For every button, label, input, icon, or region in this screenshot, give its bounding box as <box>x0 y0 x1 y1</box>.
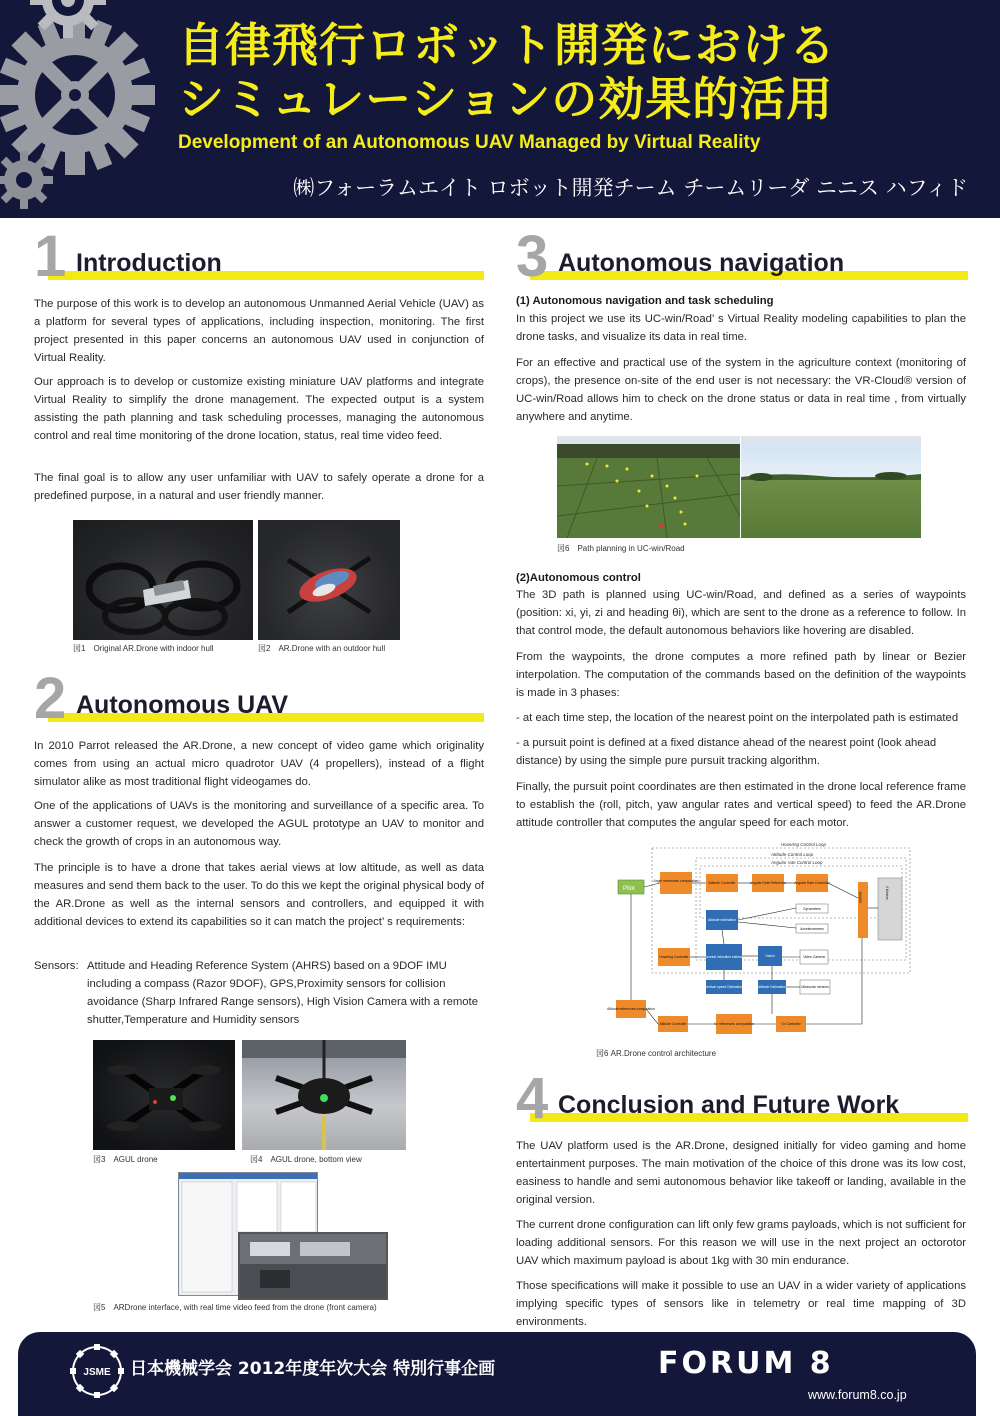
video-feed <box>238 1232 388 1300</box>
jsme-logo-text: JSME <box>83 1367 111 1378</box>
paragraph: The final goal is to allow any user unfamiliar with UAV to safely operate a drone for a predefined purpose, in a natural and user friendly manner. <box>34 472 484 502</box>
diagram-block: Vertical speed Estimation <box>704 985 744 989</box>
conference-text: 日本機械学会 2012年度年次大会 特別行事企画 <box>130 1359 496 1379</box>
subsection-title: (2)Autonomous control <box>516 572 641 584</box>
paragraph: In this project we use its UC-win/Road’ s Virtual Reality modeling capabilities to plan the drone tasks, and visualize its data in real time. <box>516 313 966 343</box>
sensors-label: Sensors: <box>34 960 79 972</box>
diagram-block: Gyrometers <box>803 907 821 911</box>
control-architecture-diagram <box>596 838 916 1043</box>
section-title: Autonomous UAV <box>76 691 289 719</box>
title-line-2: シミュレーションの効果的活用 <box>178 72 834 126</box>
motors-block: 4 Motors <box>885 886 889 900</box>
diagram-block: Ultrasonic sensors <box>801 985 829 989</box>
section-2-heading <box>34 666 484 731</box>
section-4-heading <box>516 1066 968 1131</box>
diagram-block: Vision <box>765 954 775 958</box>
paragraph: Those specifications will make it possible to use an UAV in a wider variety of applications implying specific types of sensors like in telemetry or real time mapping of 3D environments. <box>516 1280 966 1328</box>
paragraph: The UAV platform used is the AR.Drone, designed initially for video gaming and home entertainment purposes. The main motivation of the choice of this drone was its low cost, easiness to handle and semi autonomous behavior like takeoff or landing, available in the original version. <box>516 1140 966 1206</box>
section-number: 4 <box>516 1066 549 1131</box>
title-line-1: 自律飛行ロボット開発における <box>178 18 836 72</box>
photo-ardrone-outdoor <box>258 520 400 640</box>
page-title <box>178 18 988 126</box>
website-link[interactable]: www.forum8.co.jp <box>808 1388 907 1402</box>
diagram-block: Vz Controller <box>781 1022 801 1026</box>
section-number: 2 <box>34 666 67 731</box>
paragraph: The principle is to have a drone that takes aerial views at low altitude, as well as data measures and send them back to the user. To do this we kept the original physical body of the AR.Drone as well as the internal sensors and controllers, and equipped it with additional devices to extend its capabilities so it can match the project’ s requirements: <box>34 862 484 928</box>
paragraph: The purpose of this work is to develop an autonomous Unmanned Aerial Vehicle (UAV) as a platform for several types of applications, including inspection, monitoring. The first project presented in this paper concerns an autonomous UAV used in conjunction of Virtual Reality. <box>34 298 484 364</box>
diagram-block: Horizontal velocities estimation <box>700 955 748 959</box>
paragraph: One of the applications of UAVs is the monitoring and surveillance of a specific area. To answer a customer request, we developed the AGUL prototype an UAV to monitor and check the growth of crops in an autonomous way. <box>34 800 484 848</box>
section-number: 3 <box>516 224 549 289</box>
paragraph: The current drone configuration can lift only few grams payloads, which is not sufficient for loading additional sensors. For this reason we will use in the next project an octorotor UAV which maximum payload is about 1kg with 30 min endurance. <box>516 1219 967 1267</box>
jsme-logo <box>70 1344 124 1398</box>
diagram-block: Vz references computation <box>713 1022 755 1026</box>
list-item: - a pursuit point is defined at a fixed distance ahead of the nearest point (look ahead distance) by using the simple pure pursuit tracking algorithm. <box>516 737 937 767</box>
subsection-title: (1) Autonomous navigation and task scheduling <box>516 295 774 307</box>
diagram-block: Attitude estimation <box>708 918 736 922</box>
poster-footer <box>18 1332 976 1416</box>
figure-caption: 図4 AGUL drone, bottom view <box>250 1155 362 1164</box>
paragraph: In 2010 Parrot released the AR.Drone, a new concept of video game which originality comes from using an actual micro quadrotor UAV (4 propellers), instead of a flight simulator alike as most traditional flight videogames do. <box>34 740 484 788</box>
diagram-block: Altitude Controller <box>659 1022 687 1026</box>
paragraph: Finally, the pursuit point coordinates are then estimated in the drone local reference frame to establish the (roll, pitch, yaw angular rates and vertical speed) to feed the AR.Drone attitude controller that computes the angular speed for each motor. <box>516 781 966 829</box>
figure-caption: 図2 AR.Drone with an outdoor hull <box>258 644 386 653</box>
photo-ardrone-indoor <box>73 520 253 640</box>
loop-label: Angular rate Control Loop <box>771 860 823 865</box>
diagram-block: Angular Rate Controller <box>794 881 830 885</box>
author-line: ㈱フォーラムエイト ロボット開発チーム チームリーダ ニニス ハフィド <box>293 176 968 200</box>
section-number: 1 <box>34 224 67 289</box>
section-title: Autonomous navigation <box>558 249 845 277</box>
paragraph: Our approach is to develop or customize existing miniature UAV platforms and integrate Virtual Reality to simplify the drone management. The expected output is a system assisting the path planning and task scheduling processes, managing the autonomous control and real time monitoring of the drone location, status, real time video feed. <box>34 376 484 442</box>
mixer-block: MIXER <box>858 892 862 904</box>
diagram-block: Accelerometers <box>800 927 824 931</box>
paragraph: For an effective and practical use of the system in the agriculture context (monitoring of crops), the presence on-site of the end user is not necessary: the VR-Cloud® version of UC-win/Road allows him to check on the drone status or data in real time , from virtually anywhere and anytime. <box>516 357 966 423</box>
diagram-block: Hovering Controller <box>659 955 689 959</box>
figure-caption: 図1 Original AR.Drone with indoor hull <box>73 644 214 653</box>
section-1-heading <box>34 224 484 289</box>
sensors-list: Attitude and Heading Reference System (AHRS) based on a 9DOF IMU including a compass (Razor 9DOF), GPS,Proximity sensors for collision avoidance (Sharp Infrared Range sensors), High Vision Camera with a remote shutter,Temperature and Humidity sensors <box>87 960 478 1026</box>
photo-agul-drone <box>93 1040 235 1150</box>
gear-icon <box>28 0 108 40</box>
section-3-heading <box>516 224 968 289</box>
screenshot-path-planning <box>557 436 740 538</box>
diagram-block: Altitude Estimation <box>757 985 787 989</box>
section-title: Introduction <box>76 249 222 277</box>
english-title: Development of an Autonomous UAV Managed by Virtual Reality <box>178 132 761 153</box>
figure-caption: 図6 Path planning in UC-win/Road <box>557 544 685 553</box>
section-title: Conclusion and Future Work <box>558 1091 900 1119</box>
forum8-logo <box>658 1346 834 1381</box>
pilot-block: Pilot <box>623 886 635 892</box>
diagram-block: Altitude references computation <box>607 1007 655 1011</box>
paragraph: The 3D path is planned using UC-win/Road, and defined as a series of waypoints (position: xi, yi, zi and heading θi), which are sent to the drone as a reference to follow. In that control mode, the default autonomous behaviors like hovering are disabled. <box>516 589 966 637</box>
photo-agul-bottom <box>242 1040 406 1150</box>
loop-label: Attitude Control Loop <box>771 852 814 857</box>
poster-header <box>0 0 1000 218</box>
figure-caption: 図6 AR.Drone control architecture <box>596 1049 717 1058</box>
diagram-block: Attitude Controller <box>708 881 736 885</box>
diagram-block: Angular Rate Reference <box>749 881 787 885</box>
diagram-block: Video Camera <box>803 955 825 959</box>
list-item: - at each time step, the location of the nearest point on the interpolated path is estimated <box>516 712 959 724</box>
diagram-block: Angle references computation <box>653 879 699 883</box>
brand-text: FORUM 8 <box>658 1346 834 1381</box>
paragraph: From the waypoints, the drone computes a more refined path by linear or Bezier interpolation. The computation of the commands based on the definition of the waypoints is made in 3 phases: <box>516 651 966 699</box>
figure-caption: 図3 AGUL drone <box>93 1155 158 1164</box>
figure-caption: 図5 ARDrone interface, with real time video feed from the drone (front camera) <box>93 1303 377 1312</box>
loop-label: Hovering Control Loop <box>781 842 827 847</box>
screenshot-vr-view <box>741 436 921 538</box>
